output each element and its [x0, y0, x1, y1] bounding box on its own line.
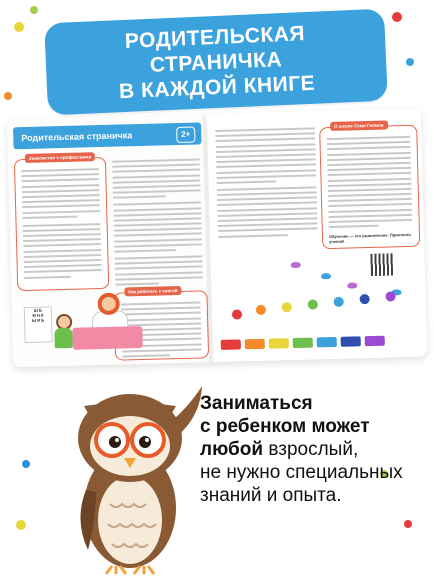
bird-icon: [321, 273, 331, 279]
gnome-illustration: [360, 294, 370, 304]
card-note: Обучение — это развлечение. Приятного учения!: [328, 231, 411, 245]
banner-line-2: СТРАНИЧКА: [149, 47, 283, 77]
column-text: [215, 127, 318, 240]
gnome-illustration: [282, 302, 292, 312]
gnome-illustration: [232, 309, 242, 319]
owl-mascot-icon: [60, 380, 210, 575]
caption-line-3-rest: взрослый,: [263, 439, 359, 460]
confetti-dot: [4, 92, 12, 100]
confetti-dot: [30, 6, 38, 14]
confetti-dot: [404, 520, 412, 528]
banner-line-3: В КАЖДОЙ КНИГЕ: [118, 71, 316, 103]
page-header-title: Родительская страничка: [21, 130, 133, 144]
caption-line-5: знаний и опыта.: [200, 485, 342, 506]
color-stripe: [221, 335, 397, 354]
gnome-illustration: [385, 291, 395, 301]
bird-icon: [291, 262, 301, 268]
caption-line-3-bold: любой: [200, 439, 264, 460]
confetti-dot: [406, 58, 414, 66]
gnome-illustration: [308, 299, 318, 309]
confetti-dot: [16, 520, 26, 530]
text-lines: [326, 136, 412, 232]
column-text: [112, 158, 203, 288]
confetti-dot: [392, 12, 402, 22]
confetti-dot: [14, 22, 24, 32]
title-banner: [44, 9, 388, 116]
caption-text: [200, 392, 420, 507]
caption-line-1: Заниматься: [200, 393, 313, 414]
caption-line-4: не нужно специальных: [200, 462, 403, 483]
eye-chart: Ш Б М Н К Ы И Б: [24, 306, 53, 343]
right-page: [207, 109, 427, 363]
caption-line-2: с ребенком может: [200, 416, 370, 437]
desk-illustration: [72, 326, 143, 350]
child-body: [54, 328, 73, 348]
professions-card: [14, 154, 109, 291]
gnome-school-card: [319, 122, 420, 250]
gnome-illustration: [256, 305, 266, 315]
banner-line-1: РОДИТЕЛЬСКАЯ: [124, 21, 306, 53]
left-page: [7, 114, 213, 367]
confetti-dot: [22, 460, 30, 468]
page-header: [13, 122, 202, 149]
card-tag: Как работать с книгой: [124, 286, 181, 296]
text-lines: [21, 168, 102, 282]
gnome-illustration: [334, 297, 344, 307]
qr-code-icon: [370, 253, 393, 276]
card-tag: Знакомство с профессиями: [25, 152, 96, 163]
bird-icon: [347, 282, 357, 288]
book-spread: [7, 109, 427, 368]
card-tag: О школе Семи Гномов: [330, 120, 388, 131]
age-badge: 2+: [176, 127, 196, 143]
